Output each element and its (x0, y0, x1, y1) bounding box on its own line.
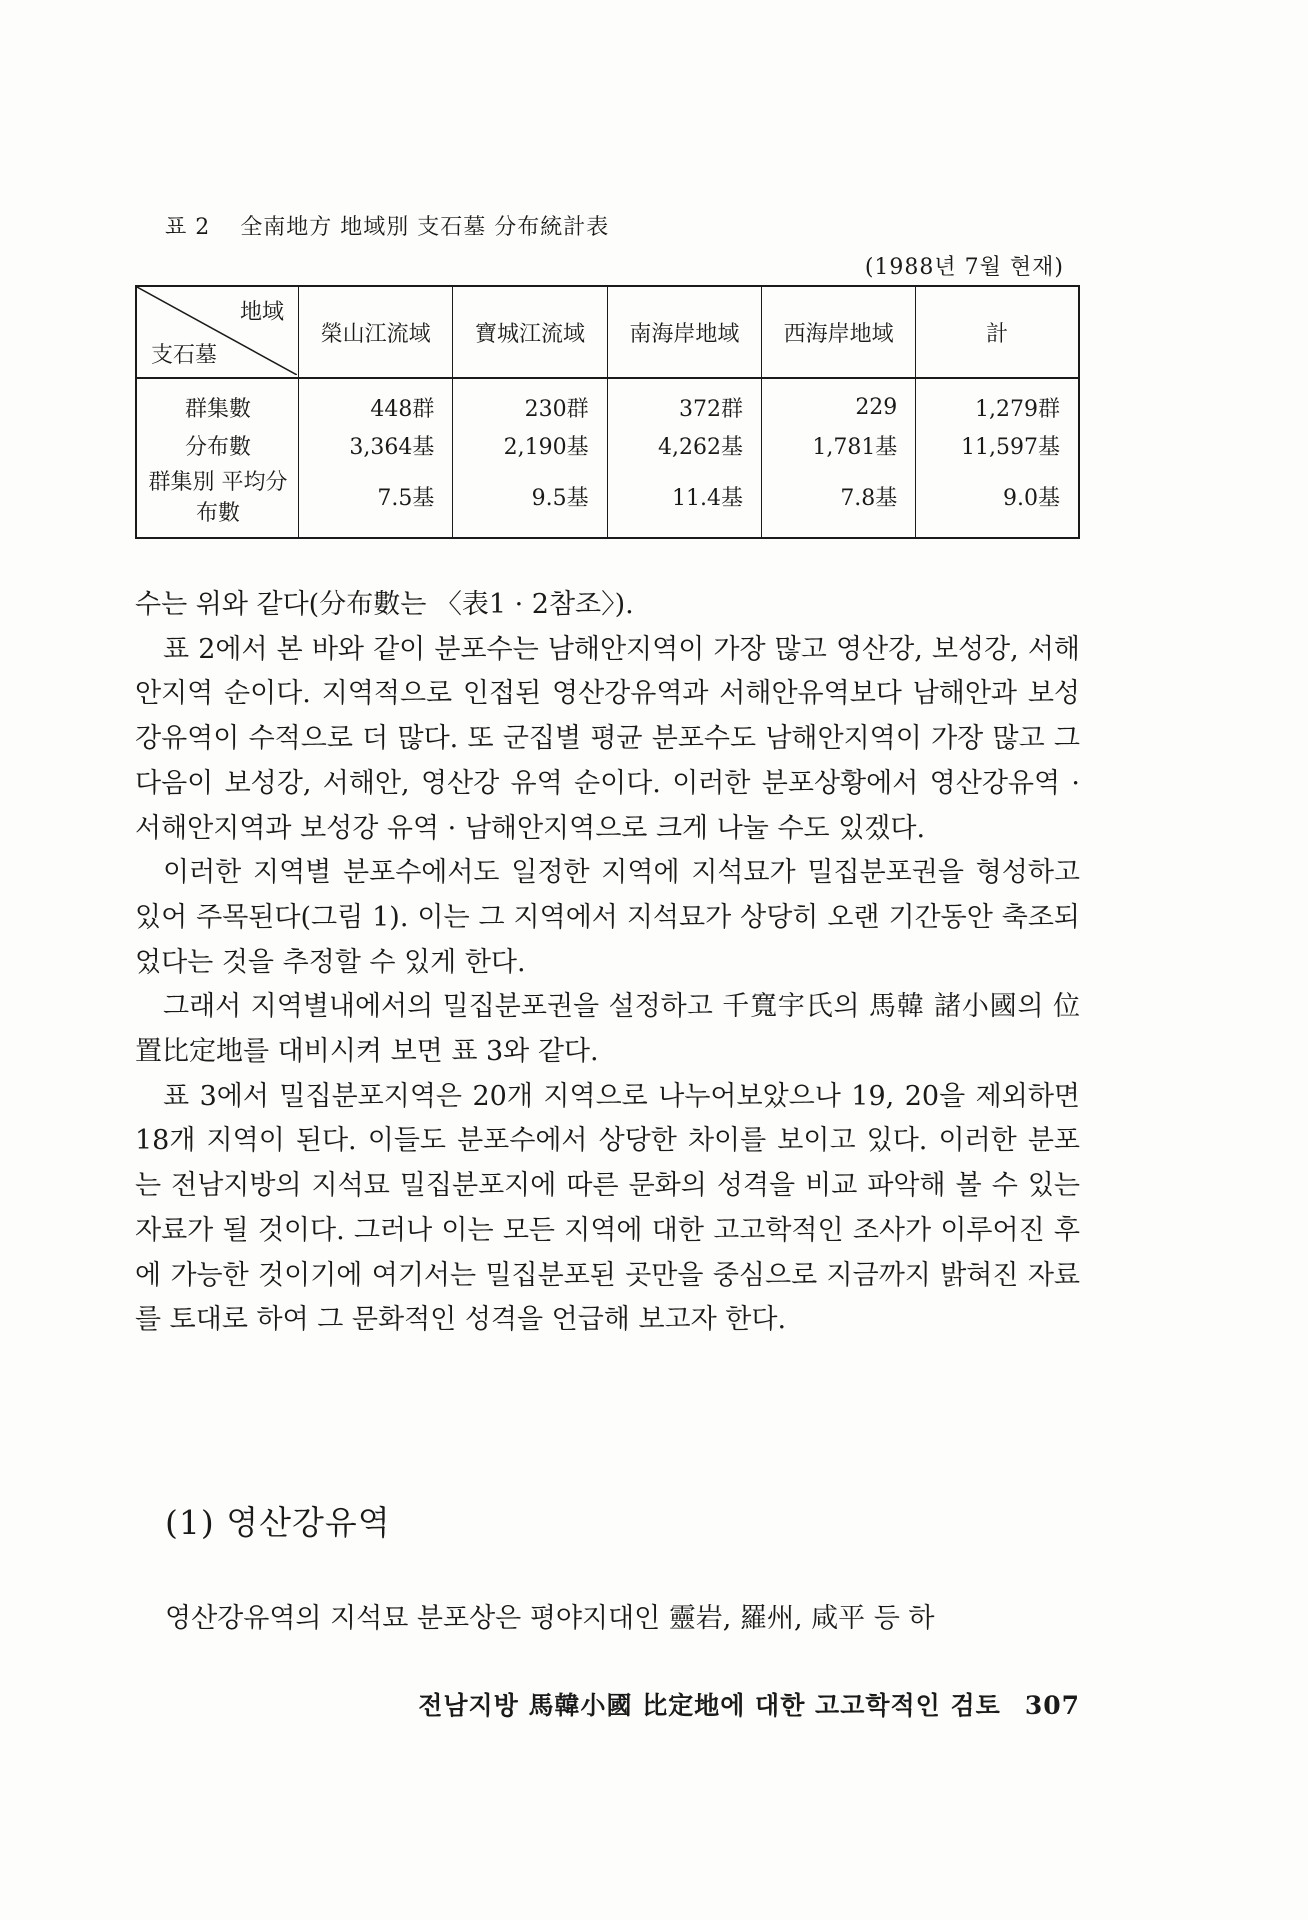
table-cell: 11,597基 (916, 426, 1079, 464)
table-cell: 7.5基 (299, 464, 453, 538)
table-caption (165, 210, 609, 241)
table-cell: 4,262基 (607, 426, 761, 464)
table-row (136, 426, 1079, 464)
section-heading: (1) 영산강유역 (165, 1503, 391, 1542)
paragraph: 영산강유역의 지석묘 분포상은 평야지대인 靈岩, 羅州, 咸平 등 하 (165, 1603, 935, 1634)
table-row (136, 378, 1079, 426)
statistics-table (135, 285, 1080, 539)
table-cell: 3,364基 (299, 426, 453, 464)
table-cell: 9.0基 (916, 464, 1079, 538)
paragraph: 수는 위와 같다(分布數는 〈表1 · 2참조〉). (135, 589, 634, 620)
column-header: 榮山江流域 (299, 286, 453, 378)
table-cell: 2,190基 (453, 426, 607, 464)
column-header: 南海岸地域 (607, 286, 761, 378)
column-header: 寶城江流域 (453, 286, 607, 378)
paragraph: 표 3에서 밀집분포지역은 20개 지역으로 나누어보았으나 19, 20을 제외하면 18개 지역이 된다. 이들도 분포수에서 상당한 차이를 보이고 있다. 이러한 분포는 전남지방의 지석묘 밀집분포지에 따른 문화의 성격을 비교 파악해 볼 수 있는 자료가 될 것이다. 그러나 이는 모든 지역에 대한 고고학적인 조사가 이루어진 후에 가능한 것이기에 여기서는 밀집분포된 곳만을 중심으로 지금까지 밝혀진 자료를 토대로 하여 그 문화적인 성격을 언급해 보고자 한다. (135, 1080, 1080, 1336)
body-text (135, 583, 1080, 1343)
table-cell: 448群 (299, 378, 453, 426)
row-header: 群集別 平均分布數 (136, 464, 299, 538)
table-row (136, 464, 1079, 538)
column-header: 計 (916, 286, 1079, 378)
table-date-note: (1988년 7월 현재) (864, 255, 1064, 280)
corner-label-dolmen: 支石墓 (151, 343, 218, 368)
row-header: 分布數 (136, 426, 299, 464)
table-cell: 230群 (453, 378, 607, 426)
table-corner-cell (136, 286, 299, 378)
page-footer (418, 1686, 1080, 1722)
table-caption-number: 표 2 (165, 215, 211, 240)
paragraph: 이러한 지역별 분포수에서도 일정한 지역에 지석묘가 밀집분포권을 형성하고 있어 주목된다(그림 1). 이는 그 지역에서 지석묘가 상당히 오랜 기간동안 축조되었다는 것을 추정할 수 있게 한다. (135, 857, 1080, 978)
table-cell: 229 (761, 378, 915, 426)
running-title: 전남지방 馬韓小國 比定地에 대한 고고학적인 검토 (418, 1691, 1001, 1720)
paragraph: 그래서 지역별내에서의 밀집분포권을 설정하고 千寬宇氏의 馬韓 諸小國의 位置比定地를 대비시켜 보면 표 3와 같다. (135, 991, 1080, 1068)
table-cell: 11.4基 (607, 464, 761, 538)
row-header: 群集數 (136, 378, 299, 426)
column-header: 西海岸地域 (761, 286, 915, 378)
table-header-row (136, 286, 1079, 378)
table-cell: 1,279群 (916, 378, 1079, 426)
table-cell: 1,781基 (761, 426, 915, 464)
table-cell: 372群 (607, 378, 761, 426)
corner-label-region: 地域 (239, 300, 284, 325)
paragraph: 표 2에서 본 바와 같이 분포수는 남해안지역이 가장 많고 영산강, 보성강, 서해안지역 순이다. 지역적으로 인접된 영산강유역과 서해안유역보다 남해안과 보성강유역이 수적으로 더 많다. 또 군집별 평균 분포수도 남해안지역이 가장 많고 그 다음이 보성강, 서해안, 영산강 유역 순이다. 이러한 분포상황에서 영산강유역 · 서해안지역과 보성강 유역 · 남해안지역으로 크게 나눌 수도 있겠다. (135, 633, 1080, 844)
page-number: 307 (1024, 1691, 1080, 1720)
table-cell: 7.8基 (761, 464, 915, 538)
table-caption-title: 全南地方 地域別 支石墓 分布統計表 (240, 215, 610, 240)
table-cell: 9.5基 (453, 464, 607, 538)
